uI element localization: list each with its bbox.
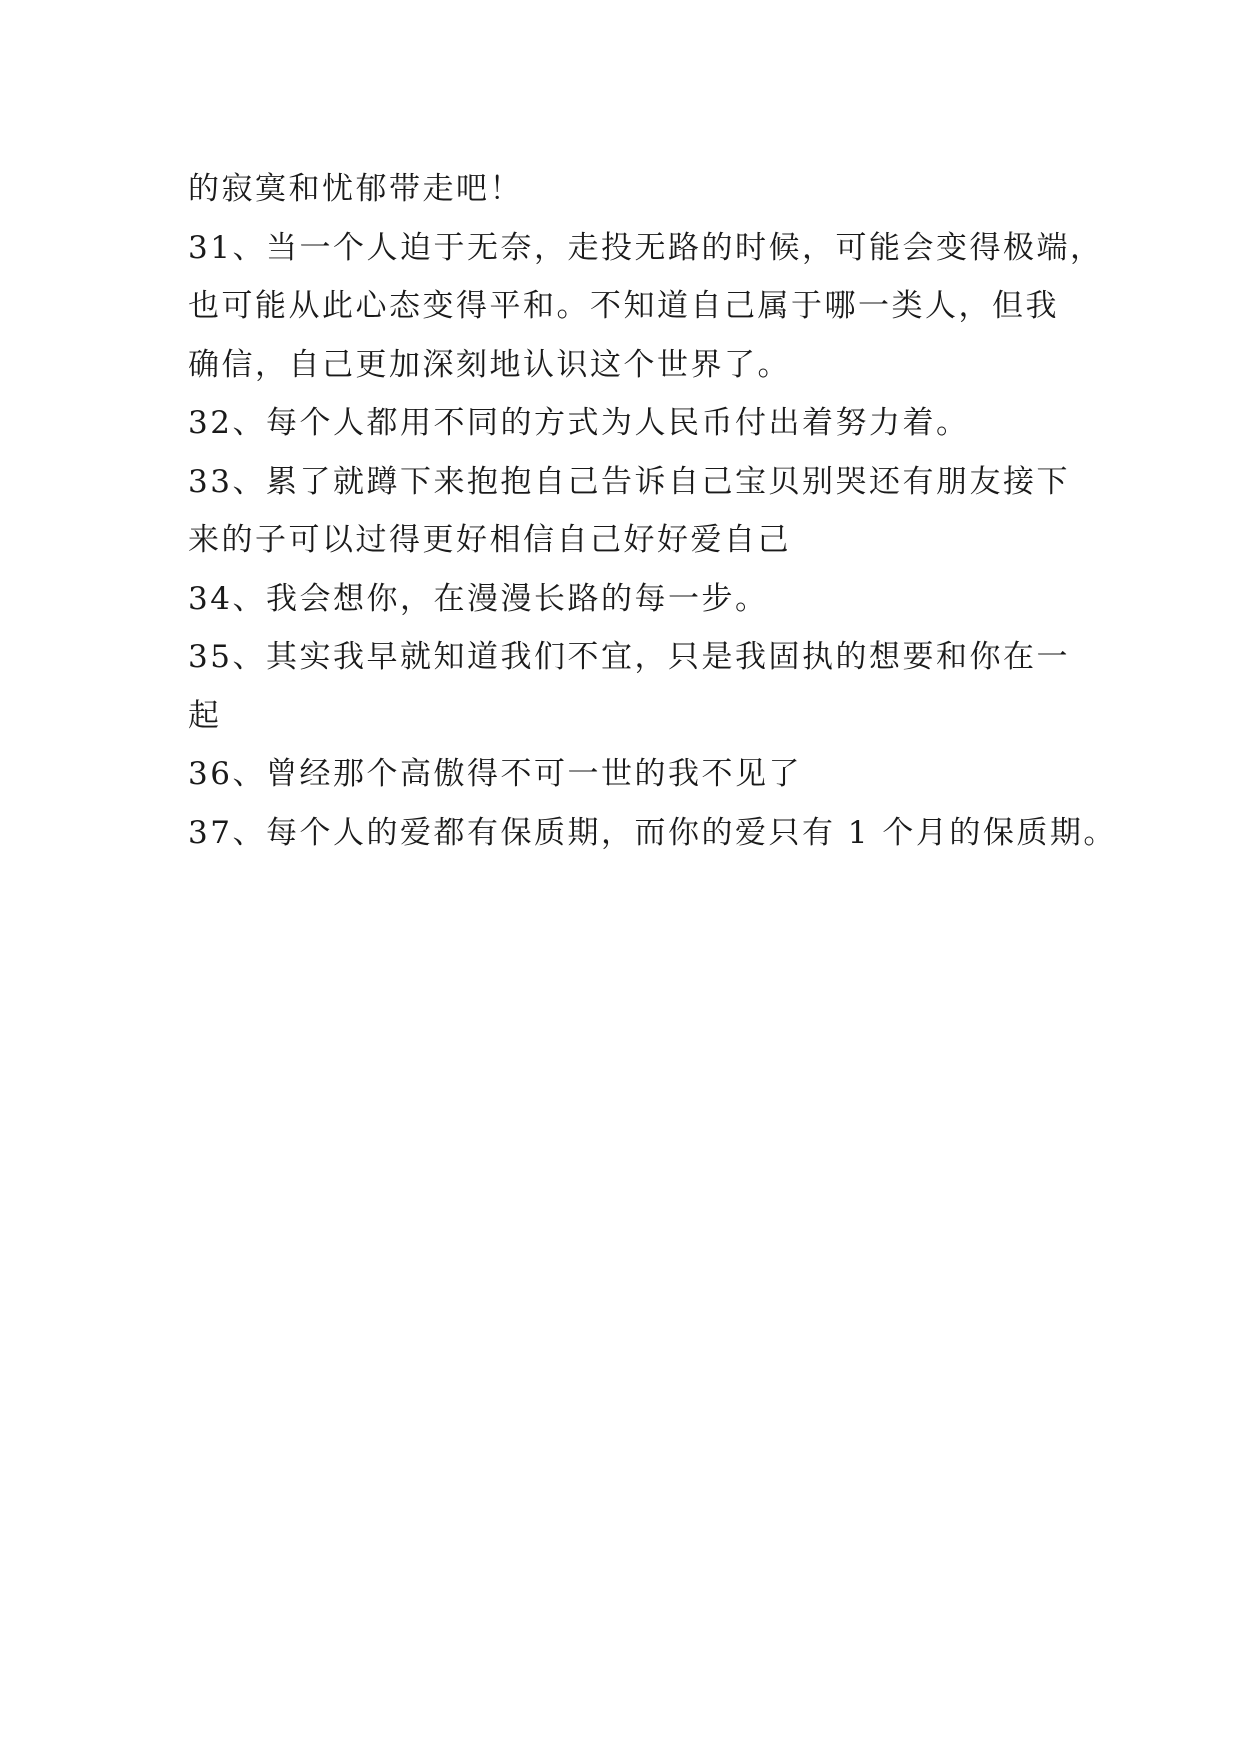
text-line: 的寂寞和忧郁带走吧！ <box>188 171 523 207</box>
text-line: 起 <box>188 697 222 734</box>
document-body <box>188 160 1117 862</box>
text-line: 确信，自己更加深刻地认识这个世界了。 <box>188 346 791 383</box>
text-line: 36、曾经那个高傲得不可一世的我不见了 <box>188 756 802 792</box>
text-line: 来的子可以过得更好相信自己好好爱自己 <box>188 522 791 558</box>
text-line: 33、累了就蹲下来抱抱自己告诉自己宝贝别哭还有朋友接下 <box>188 463 1070 500</box>
text-line: 31、当一个人迫于无奈，走投无路的时候，可能会变得极端， <box>188 229 1104 266</box>
text-line: 32、每个人都用不同的方式为人民币付出着努力着。 <box>188 405 970 441</box>
text-line: 37、每个人的爱都有保质期，而你的爱只有 1 个月的保质期。 <box>188 814 1117 851</box>
text-line: 也可能从此心态变得平和。不知道自己属于哪一类人，但我 <box>188 288 1059 324</box>
text-line: 35、其实我早就知道我们不宜，只是我固执的想要和你在一 <box>188 639 1070 675</box>
text-line: 34、我会想你，在漫漫长路的每一步。 <box>188 580 769 617</box>
